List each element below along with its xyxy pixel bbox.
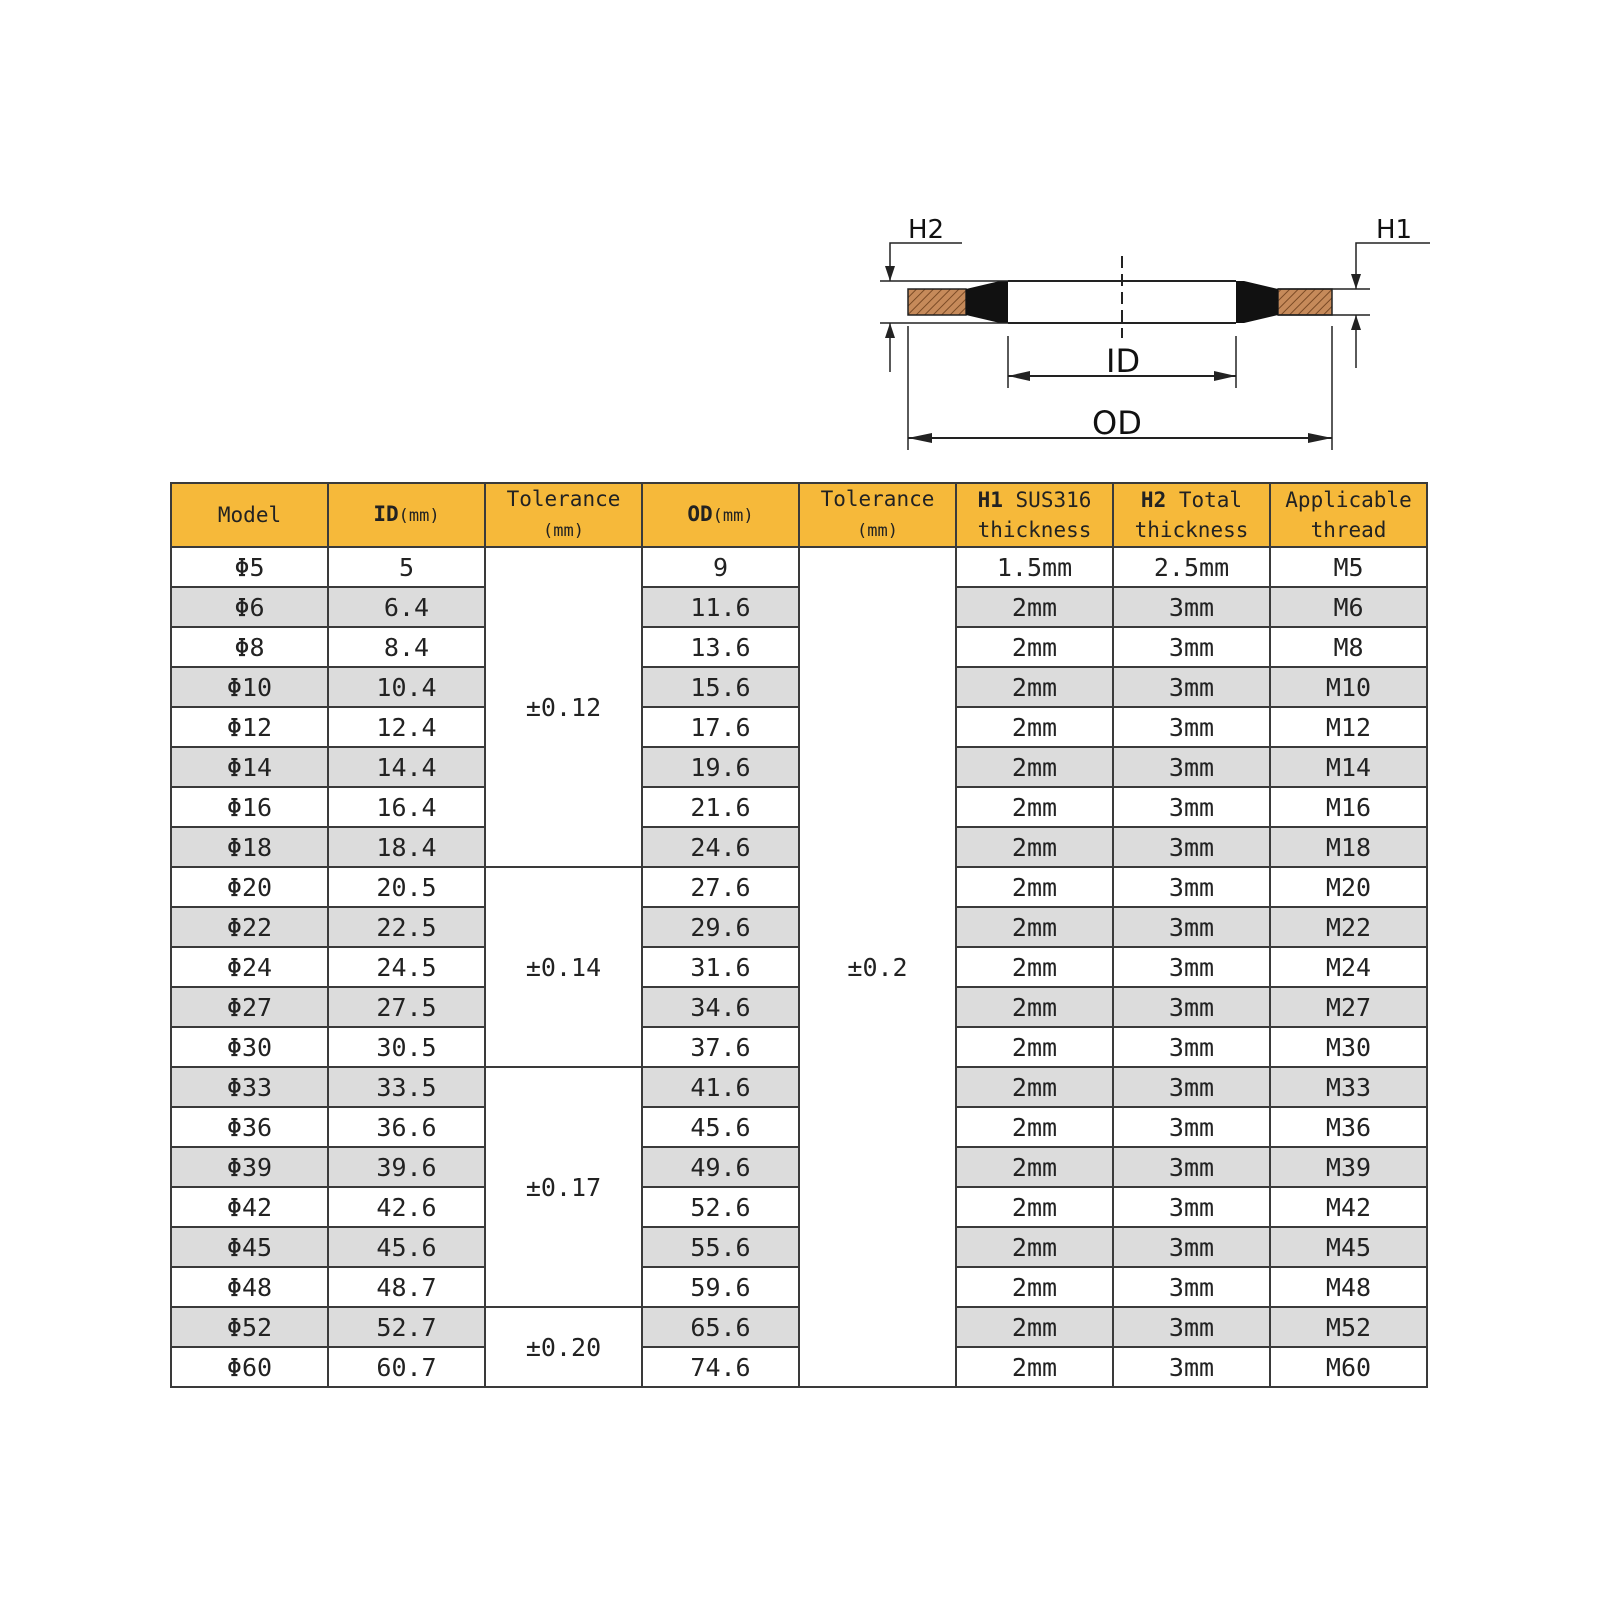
right-copper-ring: [1278, 289, 1332, 315]
cell-model: Φ6: [171, 587, 328, 627]
washer-cross-section-diagram: [0, 0, 1600, 470]
cell-od: 65.6: [642, 1307, 799, 1347]
h1-arrow-down: [1351, 274, 1361, 289]
header-thread: Applicable thread: [1270, 483, 1427, 547]
cell-thread: M30: [1270, 1027, 1427, 1067]
cell-thread: M22: [1270, 907, 1427, 947]
cell-model: Φ42: [171, 1187, 328, 1227]
cell-od: 21.6: [642, 787, 799, 827]
cell-id: 33.5: [328, 1067, 485, 1107]
cell-model: Φ52: [171, 1307, 328, 1347]
cell-h2: 3mm: [1113, 707, 1270, 747]
cell-id: 39.6: [328, 1147, 485, 1187]
left-copper-ring: [908, 289, 966, 315]
cell-h2: 3mm: [1113, 1307, 1270, 1347]
cell-h1: 2mm: [956, 907, 1113, 947]
left-rubber-seal: [966, 281, 1008, 323]
cell-h2: 3mm: [1113, 747, 1270, 787]
cell-h2: 3mm: [1113, 627, 1270, 667]
cell-h2: 3mm: [1113, 587, 1270, 627]
cell-id-tolerance: ±0.17: [485, 1067, 642, 1307]
cell-id-tolerance: ±0.14: [485, 867, 642, 1067]
cell-h1: 1.5mm: [956, 547, 1113, 587]
cell-id: 22.5: [328, 907, 485, 947]
id-arrow-left: [1008, 371, 1030, 381]
spec-table: [170, 482, 1428, 1388]
cell-od: 24.6: [642, 827, 799, 867]
cell-od: 34.6: [642, 987, 799, 1027]
cell-id: 45.6: [328, 1227, 485, 1267]
header-od: OD(mm): [642, 483, 799, 547]
cell-h1: 2mm: [956, 1107, 1113, 1147]
cell-id: 14.4: [328, 747, 485, 787]
cell-h1: 2mm: [956, 1147, 1113, 1187]
cell-od: 13.6: [642, 627, 799, 667]
table-body: [171, 547, 1427, 1387]
cell-thread: M6: [1270, 587, 1427, 627]
cell-id: 20.5: [328, 867, 485, 907]
cell-id: 24.5: [328, 947, 485, 987]
cell-id-tolerance: ±0.12: [485, 547, 642, 867]
cell-od-tolerance: ±0.2: [799, 547, 956, 1387]
id-arrow-right: [1214, 371, 1236, 381]
cell-h1: 2mm: [956, 947, 1113, 987]
cell-od: 59.6: [642, 1267, 799, 1307]
cell-od: 27.6: [642, 867, 799, 907]
cell-h1: 2mm: [956, 587, 1113, 627]
cell-h2: 2.5mm: [1113, 547, 1270, 587]
cell-h1: 2mm: [956, 1347, 1113, 1387]
cell-od: 52.6: [642, 1187, 799, 1227]
cell-h2: 3mm: [1113, 1107, 1270, 1147]
header-h1: H1 SUS316 thickness: [956, 483, 1113, 547]
cell-model: Φ8: [171, 627, 328, 667]
cell-model: Φ22: [171, 907, 328, 947]
cell-thread: M18: [1270, 827, 1427, 867]
cell-thread: M20: [1270, 867, 1427, 907]
h2-arrow-up: [885, 323, 895, 338]
cell-model: Φ18: [171, 827, 328, 867]
cell-h2: 3mm: [1113, 867, 1270, 907]
cell-thread: M8: [1270, 627, 1427, 667]
h1-leader: [1356, 243, 1430, 289]
cell-thread: M27: [1270, 987, 1427, 1027]
cell-model: Φ16: [171, 787, 328, 827]
cell-id: 36.6: [328, 1107, 485, 1147]
cell-h2: 3mm: [1113, 1267, 1270, 1307]
cell-h2: 3mm: [1113, 667, 1270, 707]
cell-h2: 3mm: [1113, 1027, 1270, 1067]
cell-id: 10.4: [328, 667, 485, 707]
cell-od: 29.6: [642, 907, 799, 947]
cell-thread: M52: [1270, 1307, 1427, 1347]
cell-thread: M60: [1270, 1347, 1427, 1387]
cell-id: 12.4: [328, 707, 485, 747]
right-rubber-seal: [1236, 281, 1278, 323]
od-arrow-left: [908, 433, 932, 443]
cell-model: Φ36: [171, 1107, 328, 1147]
id-label: ID: [1106, 342, 1141, 380]
cell-od: 9: [642, 547, 799, 587]
cell-h1: 2mm: [956, 627, 1113, 667]
cell-h1: 2mm: [956, 987, 1113, 1027]
cell-model: Φ24: [171, 947, 328, 987]
cell-thread: M36: [1270, 1107, 1427, 1147]
cell-id: 18.4: [328, 827, 485, 867]
cell-h2: 3mm: [1113, 1227, 1270, 1267]
cell-id: 8.4: [328, 627, 485, 667]
cell-id: 27.5: [328, 987, 485, 1027]
cell-model: Φ30: [171, 1027, 328, 1067]
cell-h1: 2mm: [956, 1307, 1113, 1347]
cell-thread: M33: [1270, 1067, 1427, 1107]
cell-h2: 3mm: [1113, 1067, 1270, 1107]
header-model: Model: [171, 483, 328, 547]
header-od-tolerance: Tolerance (mm): [799, 483, 956, 547]
header-id: ID(mm): [328, 483, 485, 547]
cell-od: 31.6: [642, 947, 799, 987]
cell-od: 49.6: [642, 1147, 799, 1187]
cell-id: 42.6: [328, 1187, 485, 1227]
cell-od: 11.6: [642, 587, 799, 627]
cell-model: Φ48: [171, 1267, 328, 1307]
cell-model: Φ14: [171, 747, 328, 787]
cell-h1: 2mm: [956, 867, 1113, 907]
cell-od: 74.6: [642, 1347, 799, 1387]
cell-id: 30.5: [328, 1027, 485, 1067]
cell-h1: 2mm: [956, 707, 1113, 747]
h2-leader: [890, 243, 962, 281]
od-label: OD: [1092, 404, 1142, 442]
cell-h1: 2mm: [956, 827, 1113, 867]
header-id-tolerance: Tolerance (mm): [485, 483, 642, 547]
od-arrow-right: [1308, 433, 1332, 443]
cell-id: 5: [328, 547, 485, 587]
cell-h2: 3mm: [1113, 907, 1270, 947]
cell-h2: 3mm: [1113, 947, 1270, 987]
cell-od: 41.6: [642, 1067, 799, 1107]
cell-h2: 3mm: [1113, 1147, 1270, 1187]
cell-h1: 2mm: [956, 1267, 1113, 1307]
cell-model: Φ60: [171, 1347, 328, 1387]
cell-thread: M39: [1270, 1147, 1427, 1187]
cell-model: Φ27: [171, 987, 328, 1027]
cell-thread: M14: [1270, 747, 1427, 787]
cell-thread: M12: [1270, 707, 1427, 747]
cell-model: Φ12: [171, 707, 328, 747]
cell-od: 15.6: [642, 667, 799, 707]
cell-h1: 2mm: [956, 747, 1113, 787]
cell-id: 60.7: [328, 1347, 485, 1387]
cell-model: Φ39: [171, 1147, 328, 1187]
cell-h2: 3mm: [1113, 1347, 1270, 1387]
cell-h2: 3mm: [1113, 827, 1270, 867]
h2-arrow-down: [885, 266, 895, 281]
cell-thread: M24: [1270, 947, 1427, 987]
cell-model: Φ33: [171, 1067, 328, 1107]
cell-thread: M10: [1270, 667, 1427, 707]
cell-thread: M5: [1270, 547, 1427, 587]
cell-od: 55.6: [642, 1227, 799, 1267]
header-row: [171, 483, 1427, 547]
cell-thread: M48: [1270, 1267, 1427, 1307]
cell-thread: M45: [1270, 1227, 1427, 1267]
cell-id: 48.7: [328, 1267, 485, 1307]
cell-od: 45.6: [642, 1107, 799, 1147]
cell-h1: 2mm: [956, 1187, 1113, 1227]
cell-thread: M16: [1270, 787, 1427, 827]
cell-h1: 2mm: [956, 667, 1113, 707]
cell-h2: 3mm: [1113, 1187, 1270, 1227]
cell-thread: M42: [1270, 1187, 1427, 1227]
table-row: [171, 547, 1427, 587]
cell-h2: 3mm: [1113, 987, 1270, 1027]
cell-id: 6.4: [328, 587, 485, 627]
header-h2: H2 Total thickness: [1113, 483, 1270, 547]
cell-h1: 2mm: [956, 1067, 1113, 1107]
cell-h1: 2mm: [956, 1227, 1113, 1267]
cell-od: 17.6: [642, 707, 799, 747]
cell-model: Φ20: [171, 867, 328, 907]
h1-label: H1: [1376, 215, 1413, 245]
cell-od: 37.6: [642, 1027, 799, 1067]
cell-h1: 2mm: [956, 1027, 1113, 1067]
cell-model: Φ45: [171, 1227, 328, 1267]
cell-h2: 3mm: [1113, 787, 1270, 827]
cell-model: Φ5: [171, 547, 328, 587]
cell-od: 19.6: [642, 747, 799, 787]
cell-id: 52.7: [328, 1307, 485, 1347]
cell-id-tolerance: ±0.20: [485, 1307, 642, 1387]
cell-id: 16.4: [328, 787, 485, 827]
cell-h1: 2mm: [956, 787, 1113, 827]
cell-model: Φ10: [171, 667, 328, 707]
h2-label: H2: [908, 215, 945, 245]
h1-arrow-up: [1351, 315, 1361, 330]
